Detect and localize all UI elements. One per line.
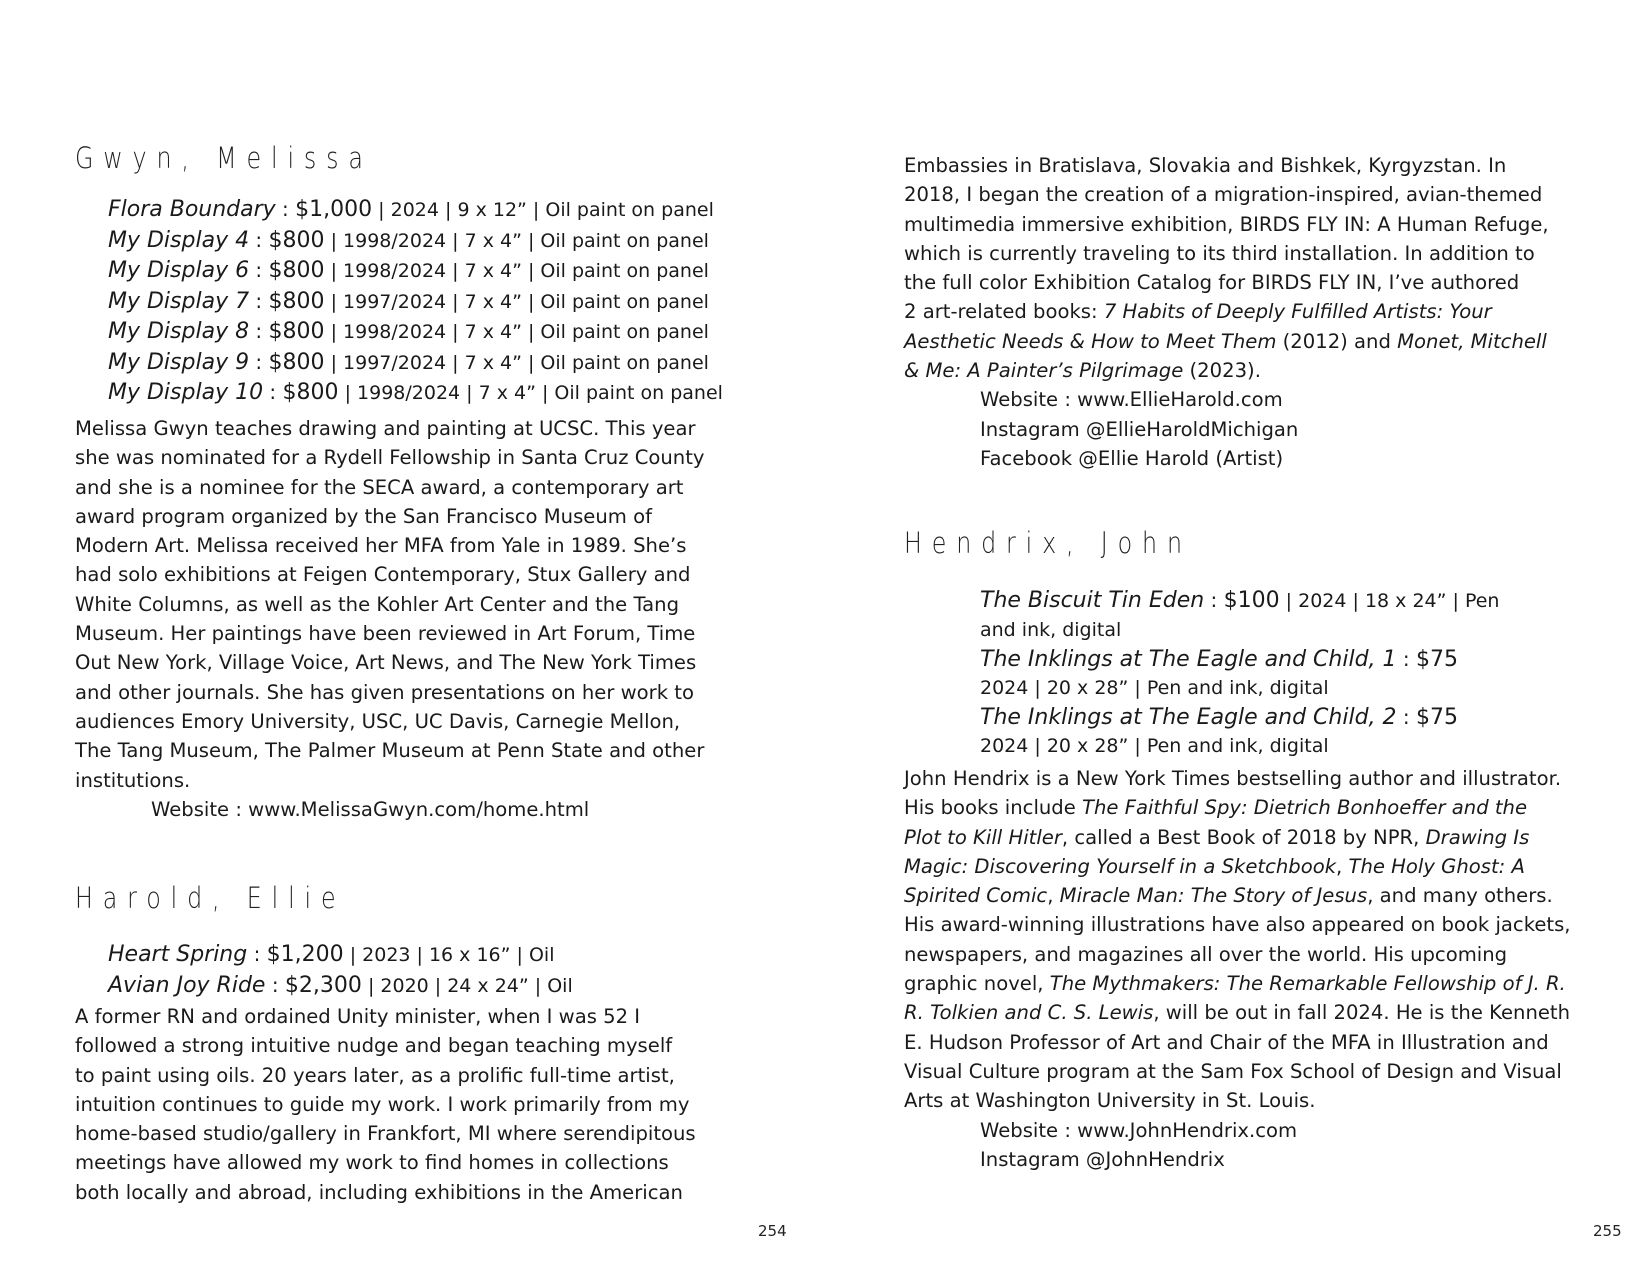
bio-line: meetings have allowed my work to find homes in collections [75,1151,669,1175]
work-item [980,703,1620,761]
work-details: | 2020 | 24 x 24” | Oil [361,974,573,997]
work-separator: : [275,197,296,221]
bio-line: Museum. Her paintings have been reviewed in Art Forum, Time [75,622,696,646]
bio-gwyn [75,414,775,824]
book-title: The Holy Ghost: A [1348,854,1525,878]
bio-line: institutions. [75,768,191,792]
work-separator: : [249,319,269,343]
bio-line: The Tang Museum, The Palmer Museum at Penn State and other [75,739,705,763]
work-separator: : [249,288,269,313]
bio-line [904,998,1634,1027]
work-price: $75 [1415,647,1458,672]
bio-line: Out New York, Village Voice, Art News, and The New York Times [75,651,697,675]
book-title: 7 Habits of Deeply Fulfilled Artists: Your [1103,300,1492,324]
work-item [108,256,723,287]
bio-line: John Hendrix is a New York Times bestselling author and illustrator. [904,767,1562,790]
bio-line [904,327,1624,356]
work-separator: : [263,380,283,404]
work-separator: : [1204,588,1224,612]
bio-line: intuition continues to guide my work. I work primarily from my [75,1092,690,1116]
work-details: | 1998/2024 | 7 x 4” | Oil paint on panel [324,321,709,343]
bio-line: she was nominated for a Rydell Fellowship in Santa Cruz County [75,446,705,470]
work-details: | 1998/2024 | 7 x 4” | Oil paint on panel [324,260,709,282]
book-title: Miracle Man: The Story of Jesus [1059,884,1368,908]
work-line [980,703,1620,732]
work-title: My Display 4 [108,227,250,253]
work-title: My Display 8 [108,319,250,344]
work-item [108,317,723,348]
book-title: Monet, Mitchell [1397,329,1547,353]
bio-line: 2018, I began the creation of a migration-inspired, avian-themed [904,183,1543,207]
right-page [825,0,1650,1275]
works-list-gwyn [108,195,723,409]
work-title: Heart Spring [108,942,248,967]
bio-line: White Columns, as well as the Kohler Art Center and the Tang [75,592,680,616]
work-separator: : [249,258,269,282]
work-item [980,645,1620,703]
bio-text: , called a Best Book of 2018 by NPR, [1061,825,1426,849]
work-item [108,971,573,1002]
page-number: 254 [758,1222,787,1240]
work-separator: : [249,227,269,252]
work-price: $2,300 [284,972,362,998]
bio-line: home-based studio/gallery in Frankfort, MI where serendipitous [75,1122,696,1146]
page-number: 255 [1593,1222,1622,1240]
instagram-link[interactable]: Instagram @EllieHaroldMichigan [980,417,1299,441]
bio-line: award program organized by the San Francisco Museum of [75,504,652,528]
artist-name-harold: Harold, Ellie [75,881,346,915]
bio-line: Embassies in Bratislava, Slovakia and Bishkek, Kyrgyzstan. In [904,154,1507,177]
works-list-harold [108,940,573,1001]
book-title: Aesthetic Needs & How to Meet Them [904,329,1277,353]
bio-line: newspapers, and magazines all over the world. His upcoming [904,942,1508,966]
bio-text: , [1336,854,1349,878]
bio-line [904,969,1634,998]
work-price: $800 [268,349,325,375]
bio-line: and other journals. She has given presentations on her work to [75,680,694,704]
work-item [108,940,573,971]
works-list-hendrix [980,586,1620,761]
work-title: The Inklings at The Eagle and Child, 1 [980,647,1397,672]
work-details-cont: and ink, digital [980,619,1122,641]
bio-line [904,297,1624,326]
bio-line: Modern Art. Melissa received her MFA from Yale in 1989. She’s [75,534,687,558]
work-item [980,586,1620,645]
artist-name-gwyn: Gwyn, Melissa [75,141,373,175]
book-title: Drawing Is [1425,825,1530,849]
bio-line: to paint using oils. 20 years later, as a prolific full-time artist, [75,1063,675,1087]
bio-line: followed a strong intuitive nudge and began teaching myself [75,1034,673,1058]
work-details: | 1998/2024 | 7 x 4” | Oil paint on panel [324,229,709,252]
work-details: | 2023 | 16 x 16” | Oil [343,944,555,966]
book-title: Magic: Discovering Yourself in a Sketchbook [904,854,1337,878]
bio-line [904,881,1634,910]
website-link[interactable]: Website : www.JohnHendrix.com [980,1118,1298,1142]
bio-text: His books include [904,796,1083,820]
bio-line: Visual Culture program at the Sam Fox School of Design and Visual [904,1059,1562,1083]
work-separator: : [249,349,269,374]
work-separator: : [1396,647,1416,671]
work-separator: : [1396,705,1416,729]
work-item [108,378,723,409]
work-title: My Display 10 [108,380,264,405]
work-price: $800 [282,380,339,405]
work-title: Avian Joy Ride [108,972,266,998]
bio-line: audiences Emory University, USC, UC Davis, Carnegie Mellon, [75,709,681,733]
work-item [108,287,723,318]
book-title: The Mythmakers: The Remarkable Fellowship of J. R. [1049,972,1566,996]
work-title: The Biscuit Tin Eden [980,588,1205,613]
bio-text: 2 art-related books: [904,300,1104,324]
bio-line: His award-winning illustrations have also appeared on book jackets, [904,913,1571,937]
bio-line: A former RN and ordained Unity minister, when I was 52 I [75,1005,641,1028]
work-details: | 1997/2024 | 7 x 4” | Oil paint on panel [324,290,709,313]
bio-text: , and many others. [1367,884,1553,908]
bio-line: Melissa Gwyn teaches drawing and painting at UCSC. This year [75,417,696,440]
bio-line [904,356,1624,385]
work-price: $800 [268,319,325,344]
work-details-cont: 2024 | 20 x 28” | Pen and ink, digital [980,677,1329,699]
work-item [108,226,723,257]
bio-line: multimedia immersive exhibition, BIRDS FLY IN: A Human Refuge, [904,212,1549,236]
bio-harold-continued [904,151,1624,473]
bio-line: and she is a nominee for the SECA award, a contemporary art [75,475,684,499]
work-price: $800 [268,258,325,283]
work-title: The Inklings at The Eagle and Child, 2 [980,705,1397,730]
book-title: R. Tolkien and C. S. Lewis [904,1001,1154,1025]
bio-text: graphic novel, [904,972,1050,996]
bio-line: Arts at Washington University in St. Louis. [904,1089,1316,1113]
work-line [980,645,1620,674]
artist-name-hendrix: Hendrix, John [904,526,1192,560]
facebook-link[interactable]: Facebook @Ellie Harold (Artist) [980,446,1284,470]
bio-line [904,823,1634,852]
instagram-link[interactable]: Instagram @JohnHendrix [980,1147,1225,1171]
work-title: My Display 7 [108,288,250,314]
work-title: My Display 9 [108,349,250,375]
work-item [108,348,723,379]
website-link[interactable]: Website : www.MelissaGwyn.com/home.html [151,797,590,821]
work-price: $75 [1415,705,1458,730]
bio-text: , will be out in fall 2024. He is the Kenneth [1153,1001,1571,1025]
work-item [108,195,723,226]
work-title: My Display 6 [108,258,250,283]
work-price: $1,200 [266,942,344,967]
website-link[interactable]: Website : www.EllieHarold.com [980,388,1283,412]
work-price: $800 [268,227,325,253]
work-price: $1,000 [295,197,373,222]
work-line [980,586,1620,616]
bio-line [904,852,1634,881]
work-price: $800 [268,288,325,314]
bio-hendrix [904,764,1634,1174]
work-details: | 1998/2024 | 7 x 4” | Oil paint on panel [338,382,723,404]
book-title: Spirited Comic [904,884,1048,908]
bio-line: E. Hudson Professor of Art and Chair of the MFA in Illustration and [904,1030,1549,1054]
bio-text: (2023). [1183,359,1261,383]
work-separator: : [247,942,267,966]
work-title: Flora Boundary [108,197,276,222]
bio-text: (2012) and [1276,329,1398,353]
bio-line: had solo exhibitions at Feigen Contemporary, Stux Gallery and [75,563,691,587]
bio-line: which is currently traveling to its third installation. In addition to [904,241,1535,265]
bio-line: both locally and abroad, including exhibitions in the American [75,1180,683,1204]
work-price: $100 [1223,588,1280,613]
book-title: Plot to Kill Hitler [904,825,1062,849]
book-title: The Faithful Spy: Dietrich Bonhoeffer and the [1082,796,1528,820]
work-separator: : [265,972,285,997]
work-details: | 2024 | 18 x 24” | Pen [1279,590,1500,612]
bio-line [904,793,1634,822]
book-title: & Me: A Painter’s Pilgrimage [904,359,1184,383]
work-details: | 1997/2024 | 7 x 4” | Oil paint on panel [324,351,709,374]
bio-line: the full color Exhibition Catalog for BIRDS FLY IN, I’ve authored [904,271,1520,295]
work-details-cont: 2024 | 20 x 28” | Pen and ink, digital [980,735,1329,757]
work-details: | 2024 | 9 x 12” | Oil paint on panel [372,199,714,221]
bio-harold [75,1002,775,1207]
bio-text: , [1047,884,1060,908]
